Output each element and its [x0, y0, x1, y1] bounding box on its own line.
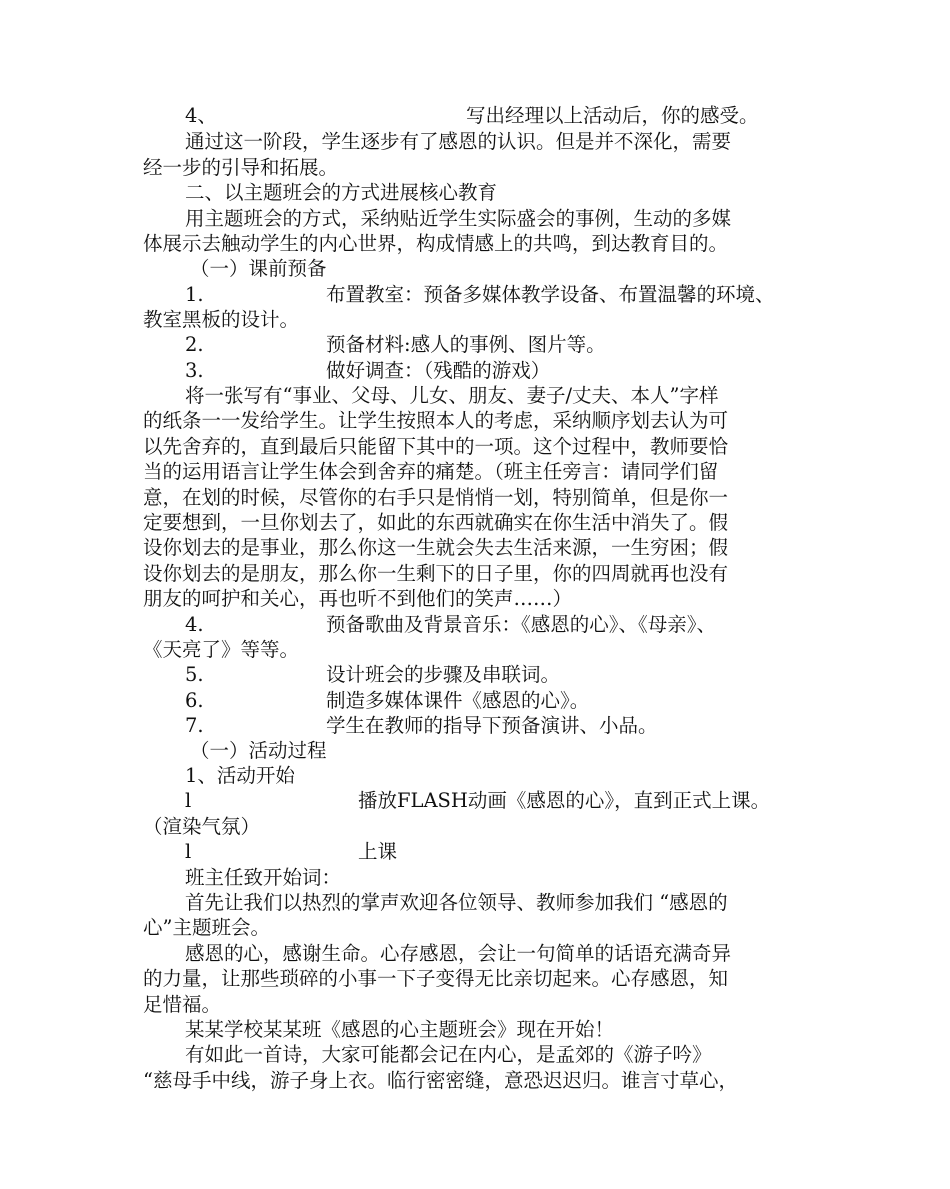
text-line: 写出经理以上活动后，你的感受。 [466, 104, 759, 127]
text-line: 定要想到，一旦你划去了，如此的东西就确实在你生活中消失了。假 [143, 511, 729, 534]
text-line: 布置教室：预备多媒体教学设备、布置温馨的环境、 [326, 283, 775, 306]
text-line: 设计班会的步骤及串联词。 [326, 663, 561, 686]
text-line: 教室黑板的设计。 [143, 308, 300, 331]
text-line: 设你划去的是事业，那么你这一生就会失去生活来源，一生穷困；假 [143, 536, 729, 559]
list-marker: 4. [185, 613, 204, 636]
text-line: 《天亮了》等等。 [143, 638, 300, 661]
list-marker: 4、 [185, 104, 217, 127]
text-line: 首先让我们以热烈的掌声欢迎各位领导、教师参加我们 “感恩的 [185, 891, 728, 914]
list-marker: 7. [185, 714, 204, 737]
text-line: 体展示去触动学生的内心世界，构成情感上的共鸣，到达教育目的。 [143, 232, 729, 255]
text-line: 预备材料:感人的事例、图片等。 [326, 333, 606, 356]
text-line: 心”主题班会。 [143, 916, 270, 939]
text-line: 1、活动开始 [185, 764, 295, 787]
text-line: 感恩的心，感谢生命。心存感恩，会让一句简单的话语充满奇异 [185, 942, 732, 965]
text-line: （一）课前预备 [190, 257, 327, 280]
list-marker: l [185, 789, 192, 812]
text-line: 上课 [358, 840, 398, 863]
text-line: 的力量，让那些琐碎的小事一下子变得无比亲切起来。心存感恩，知 [143, 967, 729, 990]
text-line: 的纸条一一发给学生。让学生按照本人的考虑，采纳顺序划去认为可 [143, 409, 729, 432]
text-line: 做好调查：（残酷的游戏） [326, 359, 551, 382]
text-line: 当的运用语言让学生体会到舍弃的痛楚。（班主任旁言：请同学们留 [143, 460, 719, 483]
text-line: 班主任致开始词： [185, 866, 342, 889]
text-line: 学生在教师的指导下预备演讲、小品。 [326, 714, 658, 737]
list-marker: 1. [185, 283, 204, 306]
text-line: 制造多媒体课件《感恩的心》。 [326, 689, 590, 712]
text-line: 经一步的引导和拓展。 [143, 156, 339, 179]
list-marker: 6. [185, 689, 204, 712]
text-line: （渲染气氛） [143, 815, 261, 838]
text-line: “慈母手中线，游子身上衣。临行密密缝，意恐迟迟归。谁言寸草心， [143, 1069, 738, 1092]
text-line: 足惜福。 [143, 993, 222, 1016]
text-line: 以先舍弃的，直到最后只能留下其中的一项。这个过程中，教师要恰 [143, 435, 729, 458]
list-marker: 3. [185, 359, 204, 382]
text-line: 二、以主题班会的方式进展核心教育 [185, 181, 498, 204]
text-line: 将一张写有“事业、父母、儿女、朋友、妻子/丈夫、本人”字样 [185, 384, 719, 407]
list-marker: l [185, 840, 192, 863]
text-line: 用主题班会的方式，采纳贴近学生实际盛会的事例，生动的多媒 [185, 207, 732, 230]
text-line: 播放FLASH动画《感恩的心》，直到正式上课。 [358, 789, 771, 812]
text-line: （一）活动过程 [190, 739, 327, 762]
text-line: 预备歌曲及背景音乐：《感恩的心》、《母亲》、 [326, 613, 717, 636]
text-line: 有如此一首诗，大家可能都会记在内心，是孟郊的《游子吟》 [185, 1043, 712, 1066]
text-line: 某某学校某某班《感恩的心主题班会》现在开始！ [185, 1018, 615, 1041]
text-line: 朋友的呵护和关心，再也听不到他们的笑声……） [143, 587, 573, 610]
text-line: 设你划去的是朋友，那么你一生剩下的日子里，你的四周就再也没有 [143, 562, 729, 585]
list-marker: 2. [185, 333, 204, 356]
list-marker: 5. [185, 663, 204, 686]
text-line: 通过这一阶段，学生逐步有了感恩的认识。但是并不深化，需要 [185, 130, 732, 153]
text-line: 意，在划的时候，尽管你的右手只是悄悄一划，特别简单，但是你一 [143, 486, 729, 509]
